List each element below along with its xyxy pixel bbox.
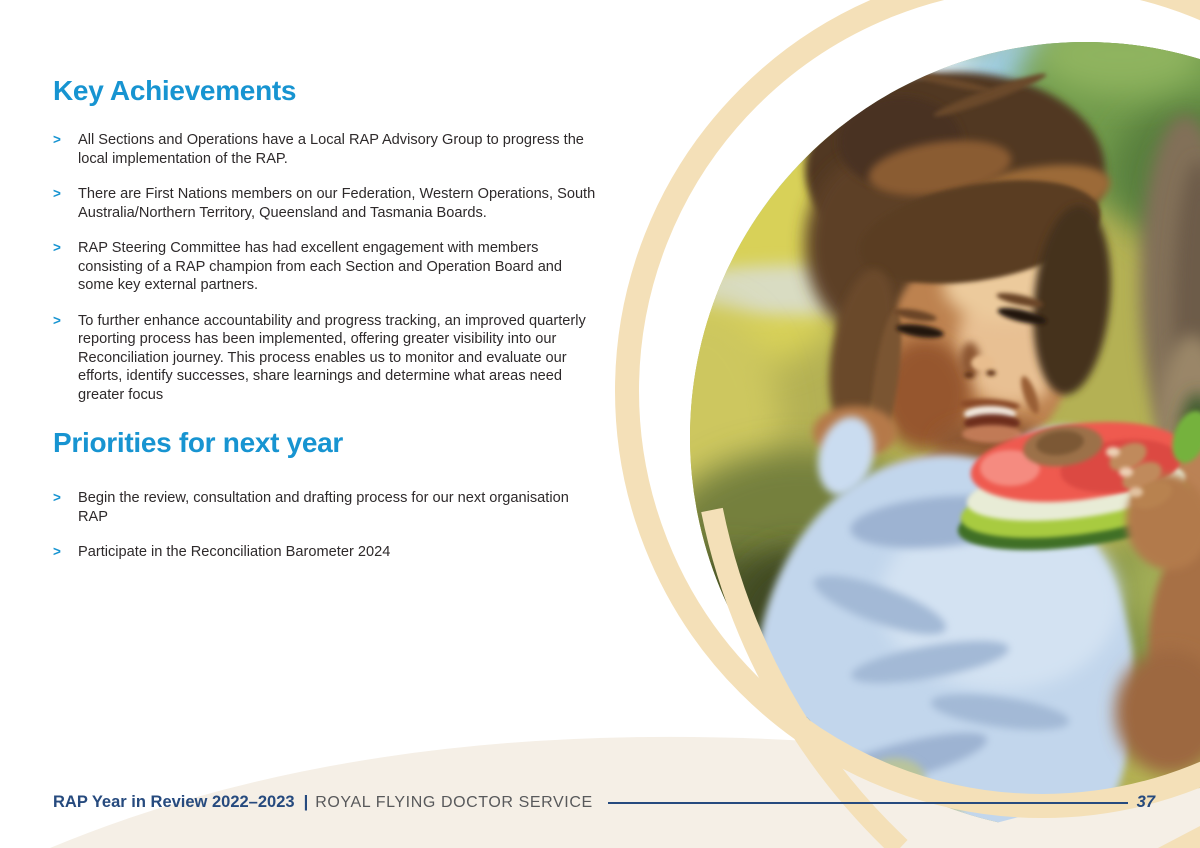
priorities-list <box>53 489 598 579</box>
list-item <box>53 239 598 295</box>
bullet-text: All Sections and Operations have a Local RAP Advisory Group to progress the local implementation of the RAP. <box>78 132 584 167</box>
footer-org-name: ROYAL FLYING DOCTOR SERVICE <box>315 793 593 811</box>
footer-rule <box>608 802 1128 804</box>
list-item <box>53 489 598 526</box>
key-achievements-list <box>53 131 598 421</box>
bullet-text: RAP Steering Committee has had excellent engagement with members consisting of a RAP champion from each Section and Operation Board and some key external partners. <box>78 240 563 293</box>
photo-girl-watermelon <box>575 0 1200 848</box>
list-item <box>53 131 598 168</box>
bullet-chevron-icon: > <box>53 312 61 328</box>
footer-report-title: RAP Year in Review 2022–2023 <box>53 793 295 811</box>
bullet-chevron-icon: > <box>53 186 61 201</box>
bullet-chevron-icon: > <box>53 490 61 505</box>
bullet-text: Participate in the Reconciliation Barometer 2024 <box>78 544 391 560</box>
list-item <box>53 312 598 405</box>
bullet-chevron-icon: > <box>53 544 61 559</box>
bullet-text: To further enhance accountability and progress tracking, an improved quarterly reporting process has been implemented, offering greater visibility into our Reconciliation journey. This process enables us to monitor and evaluate our efforts, identify successes, share learnings and determine what areas need greater focus <box>78 312 586 403</box>
page-footer <box>53 792 1155 813</box>
footer-separator: | <box>303 793 309 811</box>
section-heading-priorities: Priorities for next year <box>53 427 344 458</box>
bullet-chevron-icon: > <box>53 132 61 147</box>
bullet-chevron-icon: > <box>53 240 61 255</box>
section-heading-key-achievements: Key Achievements <box>53 75 297 106</box>
bullet-text: Begin the review, consultation and drafting process for our next organisation RAP <box>78 490 569 525</box>
page-number: 37 <box>1136 793 1155 811</box>
list-item <box>53 185 598 222</box>
bullet-text: There are First Nations members on our Federation, Western Operations, South Australia/Northern Territory, Queensland and Tasmania Boards. <box>78 186 596 221</box>
list-item <box>53 543 598 562</box>
